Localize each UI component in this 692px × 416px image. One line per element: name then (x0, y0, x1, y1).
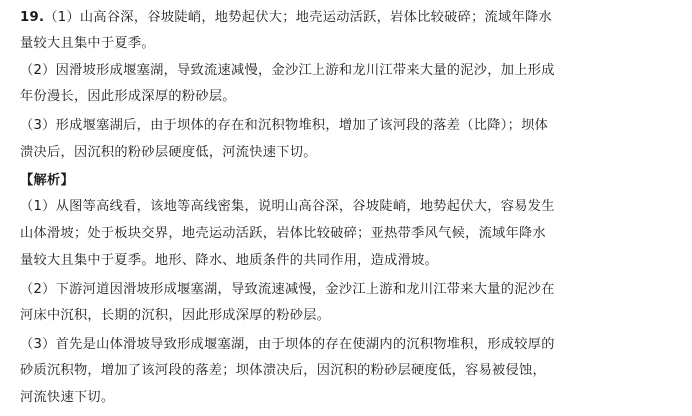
analysis-p3-line2: 砂质沉积物，增加了该河段的落差；坝体溃决后，因沉积的粉砂层硬度低，容易被侵蚀， (20, 363, 547, 378)
answer-p1-line2: 量较大且集中于夏季。 (20, 36, 155, 51)
analysis-p1-line1: （1）从图等高线看，该地等高线密集，说明山高谷深，谷坡陡峭，地势起伏大，容易发生 (20, 199, 555, 214)
answer-p3-line1: （3）形成堰塞湖后，由于坝体的存在和沉积物堆积，增加了该河段的落差（比降）；坝体 (20, 118, 549, 133)
analysis-p1-line3: 量较大且集中于夏季。地形、降水、地质条件的共同作用，造成滑坡。 (20, 253, 439, 268)
question-number: 19. (20, 10, 45, 25)
analysis-heading: 【解析】 (20, 173, 74, 188)
answer-line-1 (20, 9, 552, 27)
analysis-p2-line1: （2）下游河道因滑坡形成堰塞湖，导致流速减慢，金沙江上游和龙川江带来大量的泥沙在 (20, 282, 555, 297)
analysis-p1-line2: 山体滑坡；处于板块交界，地壳运动活跃，岩体比较破碎；亚热带季风气候，流域年降水 (20, 226, 547, 241)
analysis-p2-line2: 河床中沉积，长期的沉积，因此形成深厚的粉砂层。 (20, 308, 331, 323)
answer-p2-line1: （2）因滑坡形成堰塞湖，导致流速减慢，金沙江上游和龙川江带来大量的泥沙，加上形成 (20, 63, 555, 78)
answer-p1-line1: （1）山高谷深，谷坡陡峭，地势起伏大；地壳运动活跃，岩体比较破碎；流域年降水 (44, 10, 552, 25)
analysis-p3-line1: （3）首先是山体滑坡导致形成堰塞湖，由于坝体的存在使湖内的沉积物堆积，形成较厚的 (20, 337, 555, 352)
analysis-p3-line3: 河流快速下切。 (20, 390, 115, 405)
answer-p2-line2: 年份漫长，因此形成深厚的粉砂层。 (20, 89, 236, 104)
answer-p3-line2: 溃决后，因沉积的粉砂层硬度低，河流快速下切。 (20, 145, 317, 160)
